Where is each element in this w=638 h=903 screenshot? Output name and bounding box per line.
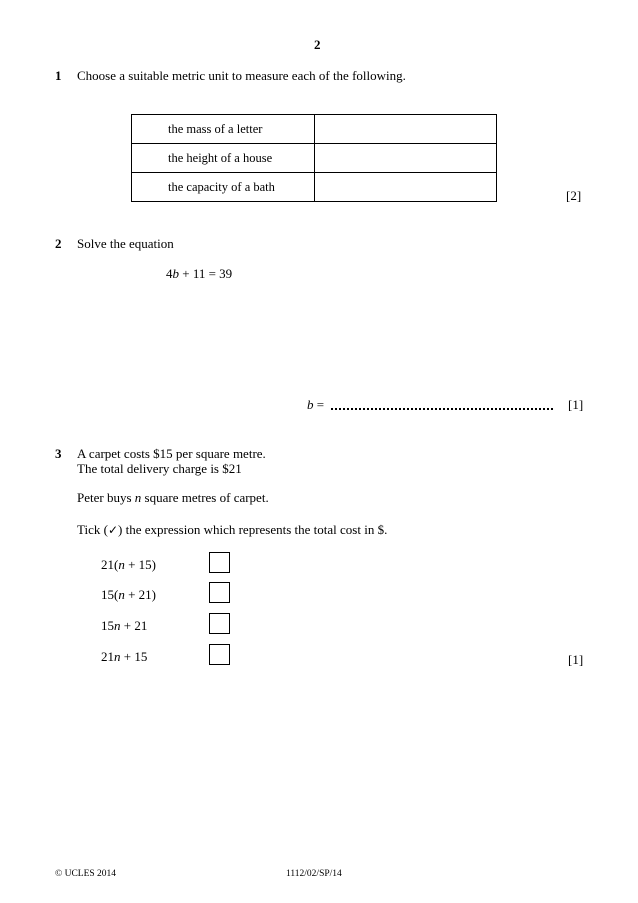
option-text-b: + 15: [120, 649, 148, 664]
equation-variable: b: [172, 266, 179, 281]
option-label-3: [101, 618, 147, 634]
answer-label: [307, 397, 324, 413]
option-tickbox-2[interactable]: [209, 582, 230, 603]
line-3-variable: n: [134, 490, 142, 505]
option-text-b: + 21): [124, 587, 157, 602]
option-label-1: [101, 557, 156, 573]
units-table: [131, 114, 497, 202]
answer-cell[interactable]: [315, 173, 497, 202]
option-text-a: 21: [101, 649, 114, 664]
option-label-4: [101, 649, 147, 665]
option-text-a: 21(: [101, 557, 119, 572]
page-number: 2: [314, 37, 321, 52]
answer-cell[interactable]: [315, 144, 497, 173]
footer-copyright: © UCLES 2014: [55, 869, 117, 879]
question-3-line-2: The total delivery charge is $21: [77, 461, 242, 476]
question-1-number: 1: [55, 68, 62, 83]
question-3-line-3: [77, 490, 269, 506]
option-tickbox-1[interactable]: [209, 552, 230, 573]
option-text-a: 15(: [101, 587, 119, 602]
option-variable: n: [118, 557, 125, 572]
table-row: [132, 173, 497, 202]
footer-code: 1112/02/SP/14: [286, 869, 342, 879]
row-label: the mass of a letter: [132, 115, 315, 144]
tick-icon: ✓: [107, 523, 119, 537]
answer-line[interactable]: [331, 408, 553, 410]
question-2-text: Solve the equation: [77, 236, 174, 251]
question-1-text: Choose a suitable metric unit to measure each of the following.: [77, 68, 406, 83]
question-3-number: 3: [55, 446, 62, 461]
question-3-marks: [1]: [568, 652, 584, 667]
option-variable: n: [118, 587, 125, 602]
answer-equals: =: [313, 397, 325, 412]
instruction-text-b: ) the expression which represents the total cost in $.: [118, 522, 388, 537]
option-variable: n: [114, 618, 121, 633]
instruction-text-a: Tick (: [77, 522, 108, 537]
answer-variable: b: [307, 397, 314, 412]
line-3-text-b: square metres of carpet.: [141, 490, 269, 505]
table-row: [132, 144, 497, 173]
equation-rest: + 11 = 39: [179, 266, 233, 281]
equation-coefficient: 4: [166, 266, 173, 281]
option-text-b: + 15): [124, 557, 157, 572]
table-row: [132, 115, 497, 144]
question-2-number: 2: [55, 236, 62, 251]
option-variable: n: [114, 649, 121, 664]
question-1-marks: [2]: [566, 188, 582, 203]
question-2-marks: [1]: [568, 397, 584, 412]
option-tickbox-3[interactable]: [209, 613, 230, 634]
option-label-2: [101, 587, 156, 603]
row-label: the height of a house: [132, 144, 315, 173]
equation: [166, 266, 232, 282]
row-label: the capacity of a bath: [132, 173, 315, 202]
option-text-b: + 21: [120, 618, 148, 633]
question-3-instruction: [77, 522, 387, 538]
option-text-a: 15: [101, 618, 114, 633]
option-tickbox-4[interactable]: [209, 644, 230, 665]
answer-cell[interactable]: [315, 115, 497, 144]
line-3-text-a: Peter buys: [77, 490, 135, 505]
question-3-line-1: A carpet costs $15 per square metre.: [77, 446, 266, 461]
